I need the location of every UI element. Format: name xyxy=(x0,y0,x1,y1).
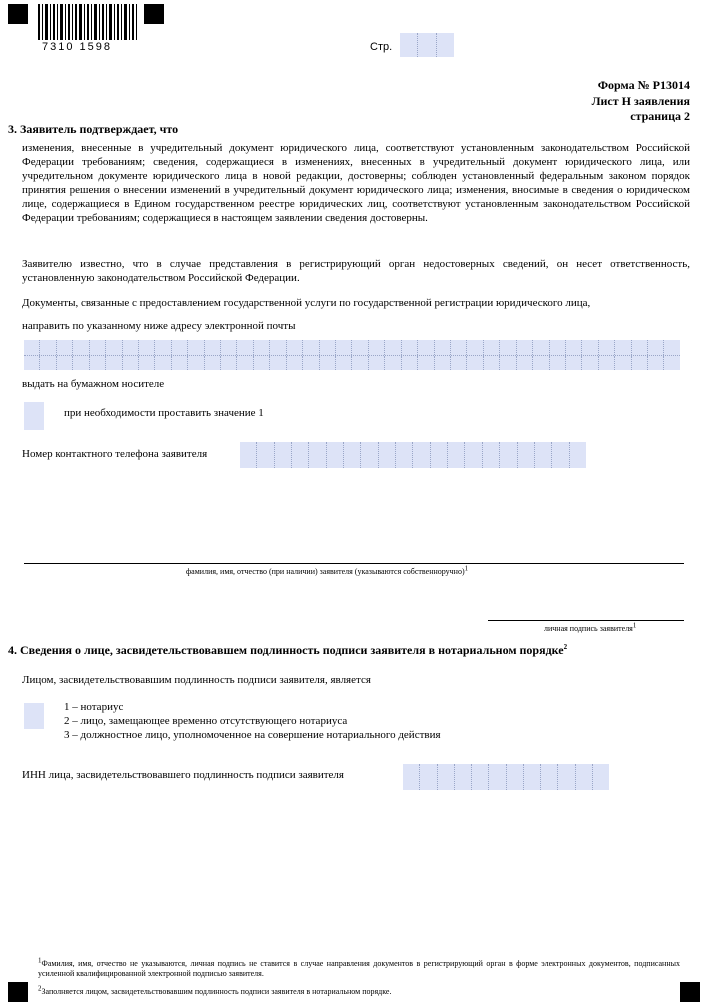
field-cell[interactable] xyxy=(418,340,434,355)
field-cell[interactable] xyxy=(106,340,122,355)
field-cell[interactable] xyxy=(309,442,326,468)
personal-signature-line xyxy=(488,620,684,621)
field-cell[interactable] xyxy=(303,356,319,371)
certifier-option-3: 3 – должностное лицо, уполномоченное на совершение нотариального действия xyxy=(64,729,441,741)
field-cell[interactable] xyxy=(467,340,483,355)
field-cell[interactable] xyxy=(327,442,344,468)
field-cell[interactable] xyxy=(24,340,40,355)
field-cell[interactable] xyxy=(403,764,420,790)
name-caption: фамилия, имя, отчество (при наличии) заявителя (указываются собственноручно)$^1$ xyxy=(186,564,469,576)
field-cell[interactable] xyxy=(648,356,664,371)
field-cell[interactable] xyxy=(270,356,286,371)
field-cell[interactable] xyxy=(517,340,533,355)
corner-marker-bottom-left xyxy=(8,982,28,1002)
email-label: направить по указанному ниже адресу электронной почты xyxy=(22,320,296,332)
field-cell[interactable] xyxy=(139,356,155,371)
field-cell[interactable] xyxy=(664,356,679,371)
field-cell[interactable] xyxy=(451,340,467,355)
field-cell[interactable] xyxy=(438,764,455,790)
field-cell[interactable] xyxy=(533,356,549,371)
field-cell[interactable] xyxy=(221,340,237,355)
field-cell[interactable] xyxy=(24,356,40,371)
field-cell[interactable] xyxy=(570,442,586,468)
field-cell[interactable] xyxy=(73,340,89,355)
field-cell[interactable] xyxy=(524,764,541,790)
field-cell[interactable] xyxy=(550,340,566,355)
field-cell[interactable] xyxy=(254,356,270,371)
field-cell[interactable] xyxy=(336,340,352,355)
footnote-1: $^1$Фамилия, имя, отчество не указываются, личная подпись не ставится в случае направления документов в регистрирующий орган в форме электронных документов, подписанных усиленной квалифицированной электронной подписью заявителя. xyxy=(38,956,680,978)
field-cell[interactable] xyxy=(615,356,631,371)
field-cell[interactable] xyxy=(172,356,188,371)
field-cell[interactable] xyxy=(402,356,418,371)
field-cell[interactable] xyxy=(352,340,368,355)
field-cell[interactable] xyxy=(507,764,524,790)
field-cell[interactable] xyxy=(632,356,648,371)
field-cell[interactable] xyxy=(535,442,552,468)
field-cell[interactable] xyxy=(40,340,56,355)
page-of-sheet: страница 2 xyxy=(630,109,690,123)
field-cell[interactable] xyxy=(221,356,237,371)
field-cell[interactable] xyxy=(552,442,569,468)
field-cell[interactable] xyxy=(237,340,253,355)
field-cell[interactable] xyxy=(632,340,648,355)
field-cell[interactable] xyxy=(106,356,122,371)
field-cell[interactable] xyxy=(237,356,253,371)
phone-label: Номер контактного телефона заявителя xyxy=(22,448,208,460)
certifier-type-field[interactable] xyxy=(24,703,44,729)
email-field[interactable] xyxy=(24,340,680,370)
field-cell[interactable] xyxy=(270,340,286,355)
inn-label: ИНН лица, засвидетельствовавшего подлинность подписи заявителя xyxy=(22,769,344,781)
field-cell[interactable] xyxy=(533,340,549,355)
field-cell[interactable] xyxy=(369,356,385,371)
field-cell[interactable] xyxy=(57,340,73,355)
field-cell[interactable] xyxy=(90,340,106,355)
field-cell[interactable] xyxy=(484,340,500,355)
field-cell[interactable] xyxy=(369,340,385,355)
field-cell[interactable] xyxy=(205,340,221,355)
field-cell[interactable] xyxy=(484,356,500,371)
field-cell[interactable] xyxy=(240,442,257,468)
field-cell[interactable] xyxy=(172,340,188,355)
field-cell[interactable] xyxy=(558,764,575,790)
field-cell[interactable] xyxy=(413,442,430,468)
field-cell[interactable] xyxy=(336,356,352,371)
field-cell[interactable] xyxy=(517,356,533,371)
field-cell[interactable] xyxy=(483,442,500,468)
paper-label: выдать на бумажном носителе xyxy=(22,378,165,390)
field-cell[interactable] xyxy=(287,340,303,355)
field-cell[interactable] xyxy=(379,442,396,468)
field-cell[interactable] xyxy=(489,764,506,790)
field-cell[interactable] xyxy=(500,340,516,355)
footnote-2: $^2$Заполняется лицом, засвидетельствовавшим подлинность подписи заявителя в нотариальном порядке. xyxy=(38,984,392,996)
section4-title: 4. Сведения о лице, засвидетельствовавшем подлинность подписи заявителя в нотариальном порядке$^2$ xyxy=(8,643,568,657)
field-cell[interactable] xyxy=(361,442,378,468)
field-cell[interactable] xyxy=(566,356,582,371)
inn-field[interactable] xyxy=(403,764,609,790)
corner-marker-bottom-right xyxy=(680,982,700,1002)
field-cell[interactable] xyxy=(292,442,309,468)
sheet-label: Лист Н заявления xyxy=(591,94,690,108)
page-number-field[interactable] xyxy=(400,33,454,57)
field-cell[interactable] xyxy=(500,356,516,371)
field-cell[interactable] xyxy=(257,442,274,468)
certifier-label: Лицом, засвидетельствовавшим подлинность подписи заявителя, является xyxy=(22,674,371,686)
page-label: Стр. xyxy=(370,41,393,53)
field-cell[interactable] xyxy=(500,442,517,468)
field-cell[interactable] xyxy=(455,764,472,790)
corner-marker-top-right xyxy=(144,4,164,24)
field-cell[interactable] xyxy=(275,442,292,468)
corner-marker-top-left xyxy=(8,4,28,24)
name-signature-line xyxy=(24,563,684,564)
certifier-option-2: 2 – лицо, замещающее временно отсутствующего нотариуса xyxy=(64,715,348,727)
field-cell[interactable] xyxy=(582,340,598,355)
field-cell[interactable] xyxy=(664,340,679,355)
certifier-option-1: 1 – нотариус xyxy=(64,701,124,713)
field-cell[interactable] xyxy=(188,340,204,355)
field-cell[interactable] xyxy=(465,442,482,468)
barcode-number: 7310 1598 xyxy=(42,41,112,53)
field-cell[interactable] xyxy=(320,340,336,355)
field-cell[interactable] xyxy=(566,340,582,355)
phone-field[interactable] xyxy=(240,442,586,468)
field-cell[interactable] xyxy=(155,356,171,371)
barcode-icon xyxy=(36,4,140,40)
section3-paragraph-3: Документы, связанные с предоставлением государственной услуги по государственной регистрации юридического лица, xyxy=(22,297,591,309)
field-cell[interactable] xyxy=(472,764,489,790)
field-cell[interactable] xyxy=(420,764,437,790)
signature-caption: личная подпись заявителя$^1$ xyxy=(544,621,637,633)
field-cell[interactable] xyxy=(155,340,171,355)
field-cell[interactable] xyxy=(593,764,609,790)
field-cell[interactable] xyxy=(123,340,139,355)
field-cell[interactable] xyxy=(599,356,615,371)
field-cell[interactable] xyxy=(396,442,413,468)
field-cell[interactable] xyxy=(287,356,303,371)
field-cell[interactable] xyxy=(431,442,448,468)
form-number: Форма № Р13014 xyxy=(597,78,690,92)
paper-copy-field[interactable] xyxy=(24,402,44,430)
field-cell[interactable] xyxy=(451,356,467,371)
field-cell[interactable] xyxy=(205,356,221,371)
section3-paragraph-1: изменения, внесенные в учредительный документ юридического лица, соответствуют установленным законодательством Российской Федерации требованиям; сведения, содержащиеся в изменениях, внесенных в учредительный документ юридического лица, или учредительном документе юридического лица в новой редакции, достоверны; соблюден установленный федеральным законом порядок принятия решения о внесении изменений в учредительный документ юридического лица; изменения, вносимые в сведения о юридическом лице, содержащиеся в Едином государственном реестре юридических лиц, соответствуют установленным законодательством Российской Федерации требованиям; содержащиеся в настоящем заявлении сведения достоверны. xyxy=(22,142,690,224)
field-cell[interactable] xyxy=(139,340,155,355)
field-cell[interactable] xyxy=(582,356,598,371)
field-cell[interactable] xyxy=(518,442,535,468)
field-cell[interactable] xyxy=(418,356,434,371)
field-cell[interactable] xyxy=(73,356,89,371)
field-cell[interactable] xyxy=(435,356,451,371)
field-cell[interactable] xyxy=(448,442,465,468)
field-cell[interactable] xyxy=(254,340,270,355)
field-cell[interactable] xyxy=(57,356,73,371)
field-cell[interactable] xyxy=(435,340,451,355)
field-cell[interactable] xyxy=(303,340,319,355)
field-cell[interactable] xyxy=(550,356,566,371)
field-cell[interactable] xyxy=(344,442,361,468)
field-cell[interactable] xyxy=(320,356,336,371)
field-cell[interactable] xyxy=(402,340,418,355)
field-cell[interactable] xyxy=(90,356,106,371)
field-cell[interactable] xyxy=(385,340,401,355)
field-cell[interactable] xyxy=(467,356,483,371)
field-cell[interactable] xyxy=(123,356,139,371)
field-cell[interactable] xyxy=(576,764,593,790)
field-cell[interactable] xyxy=(541,764,558,790)
field-cell[interactable] xyxy=(188,356,204,371)
field-cell[interactable] xyxy=(615,340,631,355)
field-cell[interactable] xyxy=(599,340,615,355)
field-cell[interactable] xyxy=(385,356,401,371)
section3-title: 3. Заявитель подтверждает, что xyxy=(8,122,179,136)
section3-paragraph-2: Заявителю известно, что в случае представления в регистрирующий орган недостоверных сведений, он несет ответственность, установленную законодательством Российской Федерации. xyxy=(22,258,690,284)
field-cell[interactable] xyxy=(648,340,664,355)
paper-hint: при необходимости проставить значение 1 xyxy=(64,407,264,419)
field-cell[interactable] xyxy=(40,356,56,371)
field-cell[interactable] xyxy=(352,356,368,371)
